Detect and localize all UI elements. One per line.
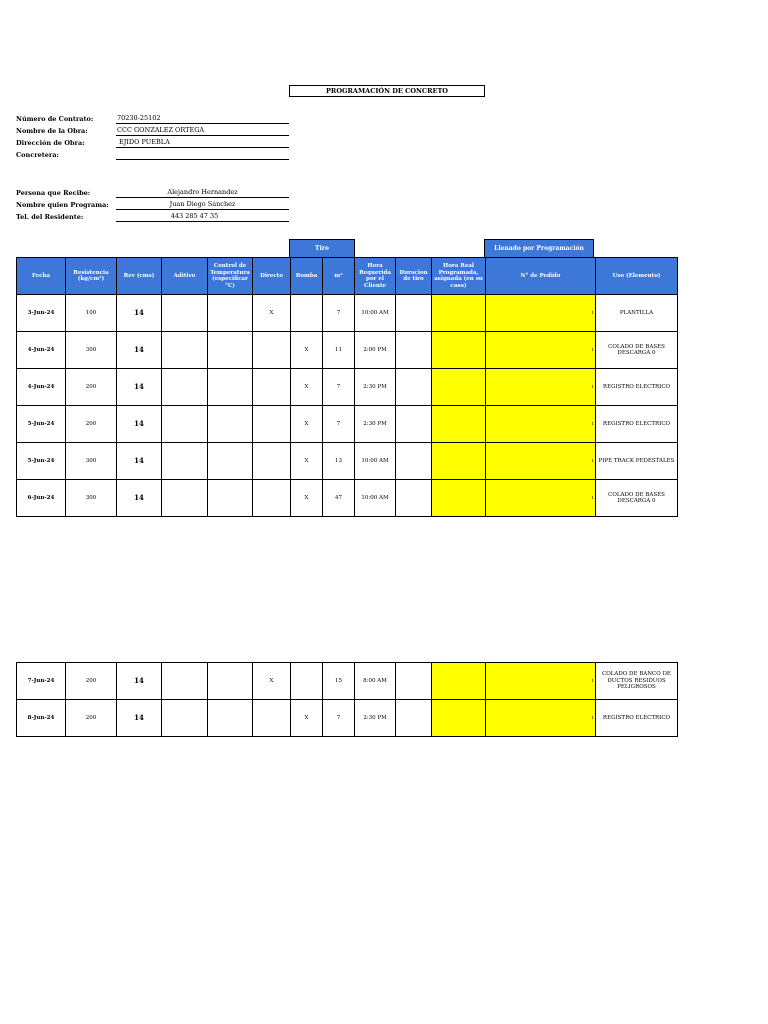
hora-real-cell[interactable]: [432, 443, 486, 480]
bomba-cell[interactable]: X: [291, 332, 323, 369]
bomba-cell[interactable]: X: [291, 443, 323, 480]
group-header-tiro: Tiro: [289, 239, 355, 258]
directo-cell[interactable]: [253, 369, 291, 406]
obra-label: Nombre de la Obra:: [16, 127, 88, 135]
hora-cell: 10:00 AM: [355, 295, 396, 332]
bomba-cell[interactable]: X: [291, 700, 323, 737]
table-row: [17, 663, 678, 700]
group-header-llenado: Llenado por Programación: [484, 239, 594, 258]
uso-cell: REGISTRO ELECTRICO: [596, 369, 678, 406]
concretera-value[interactable]: [116, 149, 289, 160]
schedule-table: [16, 257, 678, 517]
rev-cell: 14: [117, 663, 162, 700]
table-row: [17, 295, 678, 332]
hora-real-cell[interactable]: [432, 700, 486, 737]
table-row: [17, 480, 678, 517]
rev-cell: 14: [117, 369, 162, 406]
col-header-hora: Hora Requerida por el Cliente: [355, 258, 396, 295]
duracion-cell[interactable]: [396, 332, 432, 369]
duracion-cell[interactable]: [396, 663, 432, 700]
aditivo-cell[interactable]: [162, 295, 208, 332]
info-obra: [16, 124, 289, 136]
duracion-cell[interactable]: [396, 406, 432, 443]
aditivo-cell[interactable]: [162, 406, 208, 443]
programa-label: Nombre quien Programa:: [16, 201, 109, 209]
col-header-hora-real: Hora Real Programada, asignada (en su caso): [432, 258, 486, 295]
m3-cell: 47: [323, 480, 355, 517]
table-row: [17, 406, 678, 443]
col-header-rev: Rev (cms): [117, 258, 162, 295]
m3-cell: 7: [323, 406, 355, 443]
duracion-cell[interactable]: [396, 295, 432, 332]
table-row: [17, 700, 678, 737]
fecha-cell: 4-Jun-24: [17, 332, 66, 369]
rev-cell: 14: [117, 332, 162, 369]
pedido-cell[interactable]: 1: [486, 700, 596, 737]
hora-cell: 8:00 AM: [355, 663, 396, 700]
m3-cell: 15: [323, 663, 355, 700]
resistencia-cell: 100: [66, 295, 117, 332]
info-direccion: [16, 136, 289, 148]
col-header-aditivo: Aditivo: [162, 258, 208, 295]
info-programa: [16, 198, 289, 210]
info-tel: [16, 210, 289, 222]
uso-cell: COLADO DE BASES DESCARGA 0: [596, 480, 678, 517]
rev-cell: 14: [117, 443, 162, 480]
control-cell[interactable]: [208, 480, 253, 517]
uso-cell: COLADO DE BANCO DE DUCTOS RESIDUOS PELIGROSOS: [596, 663, 678, 700]
uso-cell: REGISTRO ELECTRICO: [596, 700, 678, 737]
hora-real-cell[interactable]: [432, 406, 486, 443]
col-header-control: Control de Temperatura (especificar °C): [208, 258, 253, 295]
uso-cell: PIPE TRACK PEDESTALES: [596, 443, 678, 480]
rev-cell: 14: [117, 295, 162, 332]
obra-value[interactable]: CCC GONZALEZ ORTEGA: [116, 125, 289, 136]
table-row: [17, 369, 678, 406]
schedule-table-continued: [16, 662, 678, 737]
uso-cell: REGISTRO ELECTRICO: [596, 406, 678, 443]
contrato-label: Número de Contrato:: [16, 115, 94, 123]
fecha-cell: 6-Jun-24: [17, 480, 66, 517]
control-cell[interactable]: [208, 663, 253, 700]
hora-real-cell[interactable]: [432, 663, 486, 700]
control-cell[interactable]: [208, 295, 253, 332]
pedido-cell[interactable]: 1: [486, 480, 596, 517]
fecha-cell: 5-Jun-24: [17, 443, 66, 480]
table-row: [17, 443, 678, 480]
directo-cell[interactable]: [253, 700, 291, 737]
aditivo-cell[interactable]: [162, 700, 208, 737]
pedido-cell[interactable]: 1: [486, 443, 596, 480]
control-cell[interactable]: [208, 369, 253, 406]
aditivo-cell[interactable]: [162, 663, 208, 700]
hora-cell: 2:30 PM: [355, 369, 396, 406]
bomba-cell[interactable]: [291, 295, 323, 332]
col-header-pedido: N° de Pedido: [486, 258, 596, 295]
hora-cell: 10:00 AM: [355, 443, 396, 480]
uso-cell: COLADO DE BASES DESCARGA 0: [596, 332, 678, 369]
duracion-cell[interactable]: [396, 700, 432, 737]
col-header-directo: Directo: [253, 258, 291, 295]
duracion-cell[interactable]: [396, 369, 432, 406]
aditivo-cell[interactable]: [162, 332, 208, 369]
fecha-cell: 7-Jun-24: [17, 663, 66, 700]
bomba-cell[interactable]: [291, 663, 323, 700]
resistencia-cell: 300: [66, 332, 117, 369]
directo-cell[interactable]: [253, 480, 291, 517]
control-cell[interactable]: [208, 700, 253, 737]
hora-real-cell[interactable]: [432, 295, 486, 332]
concretera-label: Concretera:: [16, 151, 59, 159]
col-header-uso: Uso (Elemento): [596, 258, 678, 295]
m3-cell: 13: [323, 443, 355, 480]
directo-cell[interactable]: X: [253, 663, 291, 700]
bomba-cell[interactable]: X: [291, 406, 323, 443]
duracion-cell[interactable]: [396, 443, 432, 480]
header-row: [17, 258, 678, 295]
col-header-m3: m³: [323, 258, 355, 295]
resistencia-cell: 200: [66, 406, 117, 443]
direccion-label: Dirección de Obra:: [16, 139, 85, 147]
aditivo-cell[interactable]: [162, 443, 208, 480]
rev-cell: 14: [117, 406, 162, 443]
hora-cell: 10:00 AM: [355, 480, 396, 517]
hora-real-cell[interactable]: [432, 332, 486, 369]
direccion-value[interactable]: EJIDO PUEBLA: [116, 137, 289, 148]
aditivo-cell[interactable]: [162, 369, 208, 406]
rev-cell: 14: [117, 480, 162, 517]
info-recibe: [16, 186, 289, 198]
resistencia-cell: 300: [66, 443, 117, 480]
pedido-cell[interactable]: 1: [486, 295, 596, 332]
col-header-fecha: Fecha: [17, 258, 66, 295]
control-cell[interactable]: [208, 443, 253, 480]
pedido-cell[interactable]: 1: [486, 369, 596, 406]
tel-label: Tel. del Residente:: [16, 213, 84, 221]
directo-cell[interactable]: [253, 443, 291, 480]
bomba-cell[interactable]: X: [291, 369, 323, 406]
resistencia-cell: 300: [66, 480, 117, 517]
uso-cell: PLANTILLA: [596, 295, 678, 332]
m3-cell: 7: [323, 295, 355, 332]
rev-cell: 14: [117, 700, 162, 737]
recibe-label: Persona que Recibe:: [16, 189, 91, 197]
tel-value[interactable]: 443 285 47 35: [116, 211, 289, 222]
col-header-bomba: Bomba: [291, 258, 323, 295]
fecha-cell: 3-Jun-24: [17, 295, 66, 332]
resistencia-cell: 200: [66, 369, 117, 406]
page-title: PROGRAMACIÓN DE CONCRETO: [289, 85, 485, 97]
programa-value[interactable]: Juan Diego Sánchez: [116, 199, 289, 210]
resistencia-cell: 200: [66, 700, 117, 737]
fecha-cell: 4-Jun-24: [17, 369, 66, 406]
directo-cell[interactable]: [253, 332, 291, 369]
pedido-cell[interactable]: 1: [486, 406, 596, 443]
directo-cell[interactable]: X: [253, 295, 291, 332]
contrato-value[interactable]: 70230-25102: [116, 113, 289, 124]
aditivo-cell[interactable]: [162, 480, 208, 517]
col-header-duracion: Duracion de tiro: [396, 258, 432, 295]
fecha-cell: 8-Jun-24: [17, 700, 66, 737]
m3-cell: 7: [323, 369, 355, 406]
hora-cell: 2:30 PM: [355, 700, 396, 737]
hora-real-cell[interactable]: [432, 480, 486, 517]
fecha-cell: 5-Jun-24: [17, 406, 66, 443]
recibe-value[interactable]: Alejandro Hernandez: [116, 187, 289, 198]
info-contrato: [16, 112, 289, 124]
bomba-cell[interactable]: X: [291, 480, 323, 517]
pedido-cell[interactable]: 1: [486, 332, 596, 369]
duracion-cell[interactable]: [396, 480, 432, 517]
pedido-cell[interactable]: 1: [486, 663, 596, 700]
m3-cell: 11: [323, 332, 355, 369]
info-concretera: [16, 148, 289, 160]
col-header-resistencia: Resistencia (kg/cm²): [66, 258, 117, 295]
directo-cell[interactable]: [253, 406, 291, 443]
hora-cell: 2:30 PM: [355, 406, 396, 443]
hora-cell: 2:00 PM: [355, 332, 396, 369]
control-cell[interactable]: [208, 332, 253, 369]
hora-real-cell[interactable]: [432, 369, 486, 406]
resistencia-cell: 200: [66, 663, 117, 700]
m3-cell: 7: [323, 700, 355, 737]
control-cell[interactable]: [208, 406, 253, 443]
table-row: [17, 332, 678, 369]
